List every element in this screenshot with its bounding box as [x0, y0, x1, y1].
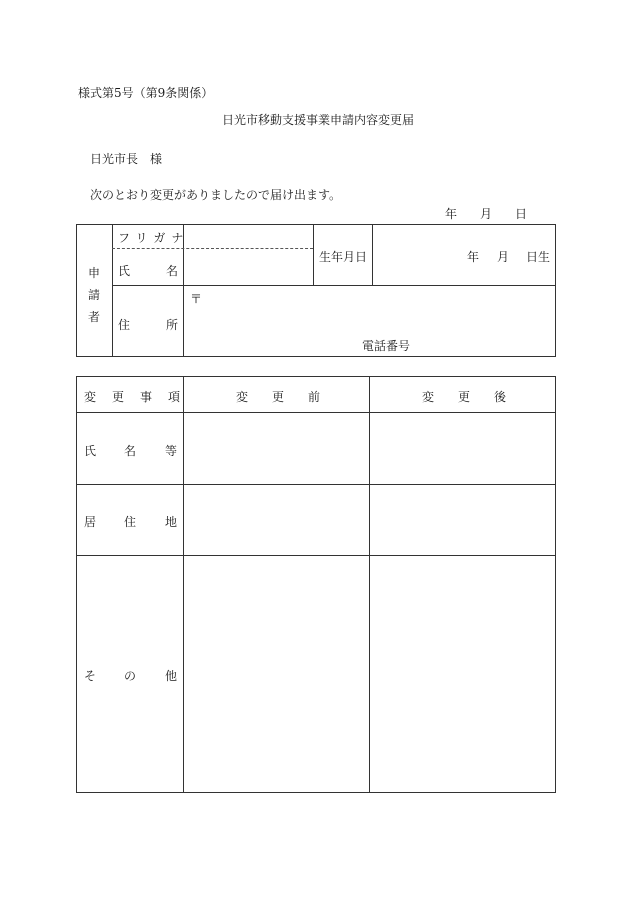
- phone-label: 電話番号: [362, 339, 411, 353]
- date-month: 月: [480, 207, 493, 221]
- row-name-label-char-1: 氏: [84, 444, 97, 458]
- row-residence-after-field[interactable]: [371, 486, 553, 553]
- row-other-before-field[interactable]: [185, 557, 367, 790]
- row-other-label-char-3: 他: [165, 669, 178, 683]
- addressee: 日光市長 様: [90, 152, 163, 166]
- name-label-char-1: 氏: [118, 264, 131, 278]
- intro-text: 次のとおり変更がありましたので届け出ます。: [90, 188, 342, 202]
- row-name-before-field[interactable]: [185, 414, 367, 482]
- applicant-label-char-1: 申: [88, 266, 101, 280]
- row-residence-label-char-1: 居: [84, 515, 97, 529]
- after-change-header: 変 更 後: [422, 390, 507, 404]
- row-name-label-char-3: 等: [165, 444, 178, 458]
- birth-day: 日生: [526, 250, 551, 264]
- change-item-header: 変 更 事 項: [84, 390, 183, 404]
- before-change-header: 変 更 前: [236, 390, 321, 404]
- row-name-after-field[interactable]: [371, 414, 553, 482]
- postal-mark: 〒: [190, 292, 203, 306]
- furigana-label: フリガナ: [118, 231, 190, 245]
- document-title: 日光市移動支援事業申請内容変更届: [222, 113, 415, 127]
- address-label-char-1: 住: [118, 318, 131, 332]
- birth-year: 年: [467, 250, 480, 264]
- date-day: 日: [515, 207, 528, 221]
- row-other-after-field[interactable]: [371, 557, 553, 790]
- date-year: 年: [445, 207, 458, 221]
- birth-month: 月: [497, 250, 510, 264]
- birth-date-label: 生年月日: [319, 250, 368, 264]
- name-input-area[interactable]: [185, 250, 311, 284]
- address-label-char-2: 所: [166, 318, 179, 332]
- row-other-label-char-2: の: [124, 669, 137, 683]
- name-label-char-2: 名: [166, 264, 179, 278]
- row-other-label-char-1: そ: [84, 669, 97, 683]
- row-residence-label-char-2: 住: [124, 515, 137, 529]
- row-name-label-char-2: 名: [124, 444, 137, 458]
- applicant-label-char-3: 者: [88, 310, 101, 324]
- applicant-label-char-2: 請: [88, 288, 101, 302]
- row-residence-before-field[interactable]: [185, 486, 367, 553]
- row-residence-label-char-3: 地: [165, 515, 178, 529]
- form-number: 様式第5号（第9条関係）: [78, 86, 214, 100]
